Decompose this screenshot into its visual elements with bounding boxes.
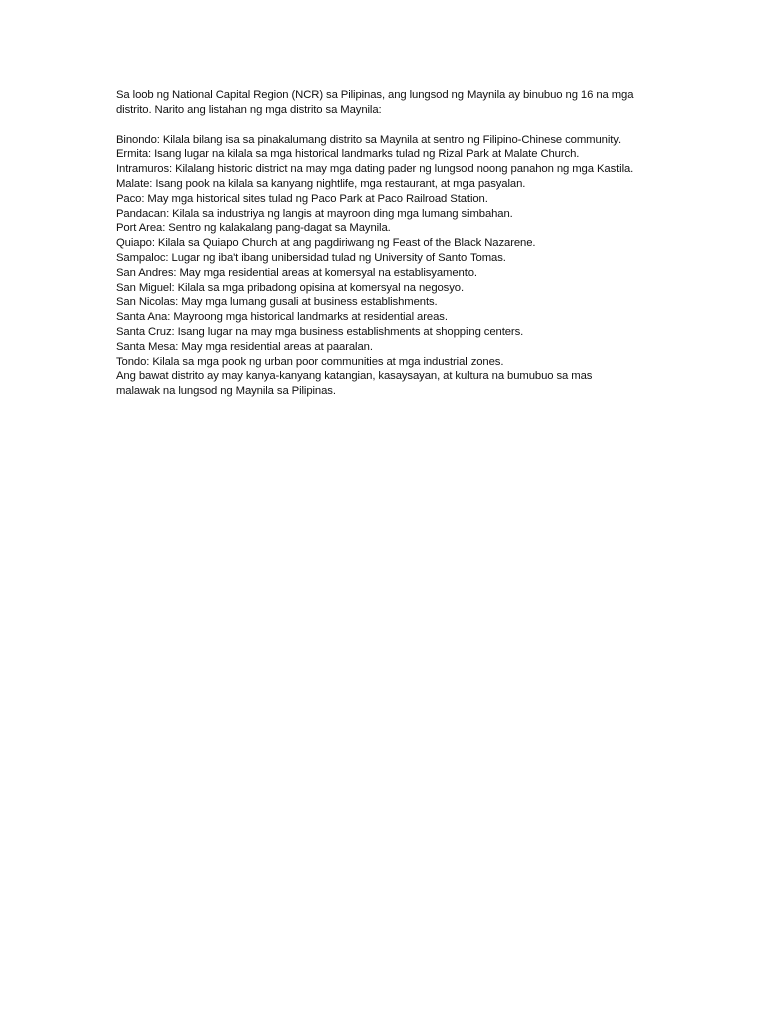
- district-item-pandacan: Pandacan: Kilala sa industriya ng langis at mayroon ding mga lumang simbahan.: [116, 207, 513, 220]
- document-body: [116, 88, 636, 399]
- closing-paragraph: Ang bawat distrito ay may kanya-kanyang katangian, kasaysayan, at kultura na bumubuo sa mas malawak na lungsod ng Maynila sa Pilipinas.: [116, 370, 593, 398]
- district-item-port-area: Port Area: Sentro ng kalakalang pang-dagat sa Maynila.: [116, 222, 391, 235]
- district-item-quiapo: Quiapo: Kilala sa Quiapo Church at ang pagdiriwang ng Feast of the Black Nazarene.: [116, 237, 536, 250]
- district-item-san-nicolas: San Nicolas: May mga lumang gusali at business establishments.: [116, 296, 438, 309]
- district-item-paco: Paco: May mga historical sites tulad ng Paco Park at Paco Railroad Station.: [116, 192, 488, 205]
- district-item-malate: Malate: Isang pook na kilala sa kanyang nightlife, mga restaurant, at mga pasyalan.: [116, 177, 526, 190]
- intro-paragraph: Sa loob ng National Capital Region (NCR) sa Pilipinas, ang lungsod ng Maynila ay binubuo ng 16 na mga distrito. Narito ang listahan ng mga distrito sa Maynila:: [116, 89, 634, 116]
- district-item-santa-cruz: Santa Cruz: Isang lugar na may mga business establishments at shopping centers.: [116, 325, 524, 338]
- district-item-tondo: Tondo: Kilala sa mga pook ng urban poor communities at mga industrial zones.: [116, 355, 504, 368]
- district-item-santa-mesa: Santa Mesa: May mga residential areas at paaralan.: [116, 340, 373, 353]
- district-item-santa-ana: Santa Ana: Mayroong mga historical landmarks at residential areas.: [116, 311, 448, 324]
- district-item-sampaloc: Sampaloc: Lugar ng iba't ibang unibersidad tulad ng University of Santo Tomas.: [116, 251, 506, 264]
- district-item-san-miguel: San Miguel: Kilala sa mga pribadong opisina at komersyal na negosyo.: [116, 281, 465, 294]
- district-item-ermita: Ermita: Isang lugar na kilala sa mga historical landmarks tulad ng Rizal Park at Malate Church.: [116, 148, 580, 161]
- district-item-san-andres: San Andres: May mga residential areas at komersyal na establisyamento.: [116, 266, 477, 279]
- district-item-intramuros: Intramuros: Kilalang historic district na may mga dating pader ng lungsod noong panahon ng mga Kastila.: [116, 163, 634, 176]
- district-item-binondo: Binondo: Kilala bilang isa sa pinakalumang distrito sa Maynila at sentro ng Filipino-Chinese community.: [116, 133, 622, 146]
- district-list: [116, 133, 636, 370]
